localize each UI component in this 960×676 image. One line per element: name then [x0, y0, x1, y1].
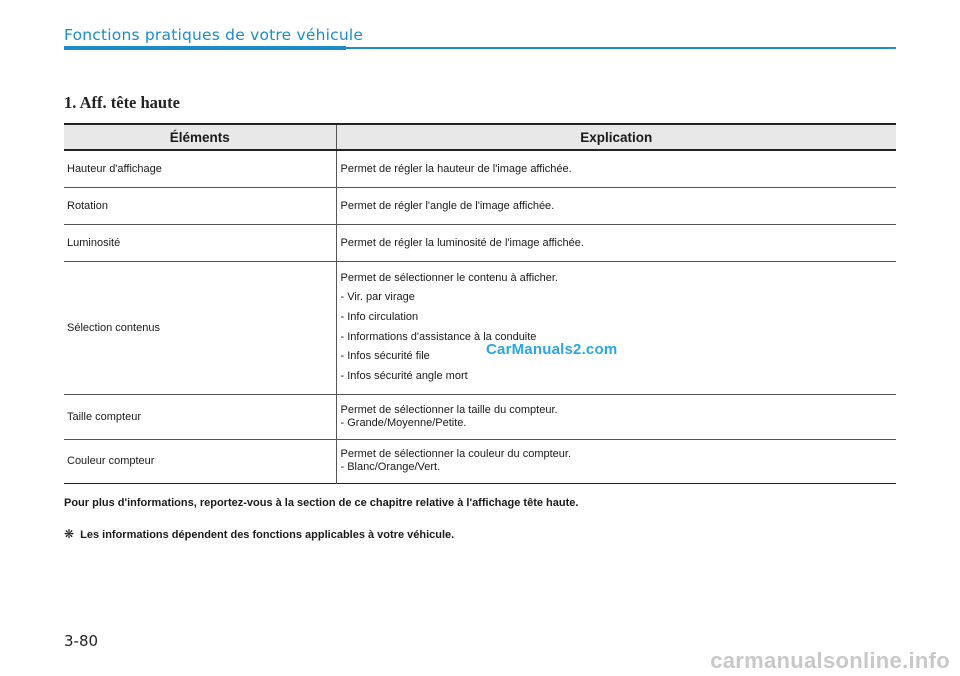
explanation-line: - Infos sécurité angle mort [340, 369, 468, 382]
table-header-row [64, 124, 896, 150]
row-explanation: Permet de régler l'angle de l'image affichée. [336, 187, 896, 224]
row-item: Luminosité [64, 224, 336, 261]
explanation-line: - Infos sécurité file [340, 350, 430, 363]
row-item: Hauteur d'affichage [64, 150, 336, 187]
row-item: Sélection contenus [64, 261, 336, 394]
chapter-header: Fonctions pratiques de votre véhicule [64, 26, 364, 44]
table-row [64, 439, 896, 483]
row-explanation: Permet de régler la luminosité de l'image affichée. [336, 224, 896, 261]
availability-note [64, 527, 454, 541]
row-explanation [336, 261, 896, 394]
header-rule-thick [64, 46, 346, 50]
explanation-line: - Info circulation [340, 310, 419, 323]
row-explanation: Permet de régler la hauteur de l'image affichée. [336, 150, 896, 187]
table-row [64, 150, 896, 187]
explanation-line: - Grande/Moyenne/Petite. [340, 416, 467, 429]
explanation-line: Permet de sélectionner le contenu à afficher. [340, 271, 558, 284]
functions-table [64, 123, 896, 484]
explanation-line: - Blanc/Orange/Vert. [340, 461, 441, 473]
page-number: 3-80 [64, 632, 99, 650]
column-header-explanation: Explication [336, 124, 896, 150]
asterism-icon: ❋ [64, 527, 75, 541]
row-item: Taille compteur [64, 394, 336, 439]
row-explanation [336, 394, 896, 439]
table-row [64, 187, 896, 224]
row-item: Rotation [64, 187, 336, 224]
explanation-line: Permet de sélectionner la taille du compteur. [340, 403, 558, 416]
row-item: Couleur compteur [64, 439, 336, 483]
explanation-line: - Informations d'assistance à la conduite [340, 330, 537, 343]
info-note: Pour plus d'informations, reportez-vous à la section de ce chapitre relative à l'affichage tête haute. [64, 497, 579, 509]
column-header-items: Éléments [64, 124, 336, 150]
header-rule-thin [346, 47, 896, 49]
section-title: 1. Aff. tête haute [64, 93, 180, 112]
footer-watermark: carmanualsonline.info [710, 648, 950, 673]
explanation-line: Permet de sélectionner la couleur du compteur. [340, 448, 572, 460]
availability-note-text: Les informations dépendent des fonctions applicables à votre véhicule. [80, 529, 455, 541]
table-row [64, 224, 896, 261]
table-row [64, 394, 896, 439]
table-row [64, 261, 896, 394]
row-explanation [336, 439, 896, 483]
explanation-line: - Vir. par virage [340, 291, 415, 304]
watermark-text: CarManuals2.com [486, 341, 618, 358]
